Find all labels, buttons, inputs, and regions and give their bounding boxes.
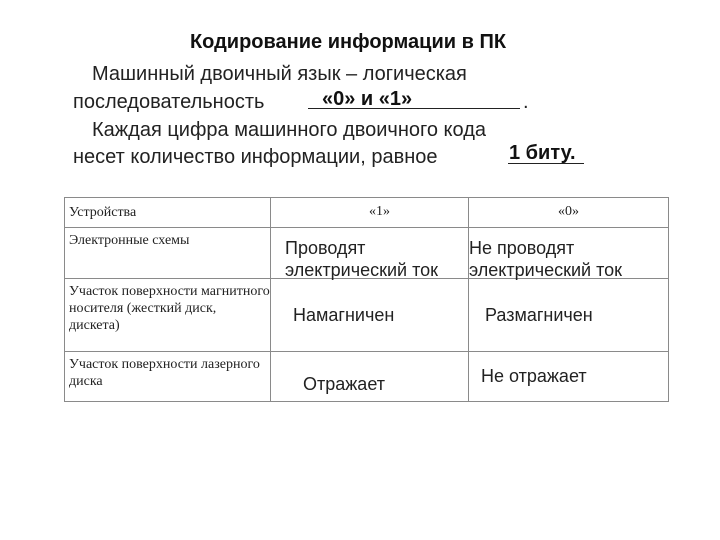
value-one-cell <box>271 228 469 279</box>
paragraph1-line2: последовательность <box>73 91 265 113</box>
paragraph1-end-period: . <box>523 91 529 113</box>
header-zero: «0» <box>469 198 669 228</box>
value-zero: Не отражает <box>481 366 587 386</box>
answer-binary-alphabet: «0» и «1» <box>322 88 413 110</box>
value-one: Отражает <box>303 374 385 394</box>
device-label: Участок поверхности магнитного носителя (жесткий диск, дискета) <box>65 279 271 352</box>
value-one: Проводят электрический ток <box>285 238 438 280</box>
value-zero-cell <box>469 279 669 352</box>
paragraph1-line1: Машинный двоичный язык – логическая <box>92 63 467 85</box>
table-row <box>65 279 669 352</box>
device-label: Электронные схемы <box>65 228 271 279</box>
page-title: Кодирование информации в ПК <box>189 31 507 53</box>
answer-bit-amount: 1 биту. <box>509 142 576 164</box>
value-zero: Не проводят электрический ток <box>469 238 622 280</box>
header-one: «1» <box>271 198 469 228</box>
paragraph2-line1: Каждая цифра машинного двоичного кода <box>92 119 486 141</box>
table-header-row <box>65 198 669 228</box>
value-zero-cell <box>469 228 669 279</box>
value-zero-cell <box>469 352 669 402</box>
paragraph2-line2: несет количество информации, равное <box>73 146 438 168</box>
table-row <box>65 352 669 402</box>
device-label: Участок поверхности лазерного диска <box>65 352 271 402</box>
header-devices: Устройства <box>65 198 271 228</box>
value-one: Намагничен <box>293 305 395 325</box>
value-zero: Размагничен <box>485 305 593 325</box>
value-one-cell <box>271 352 469 402</box>
encoding-table <box>64 197 669 402</box>
table-row <box>65 228 669 279</box>
value-one-cell <box>271 279 469 352</box>
